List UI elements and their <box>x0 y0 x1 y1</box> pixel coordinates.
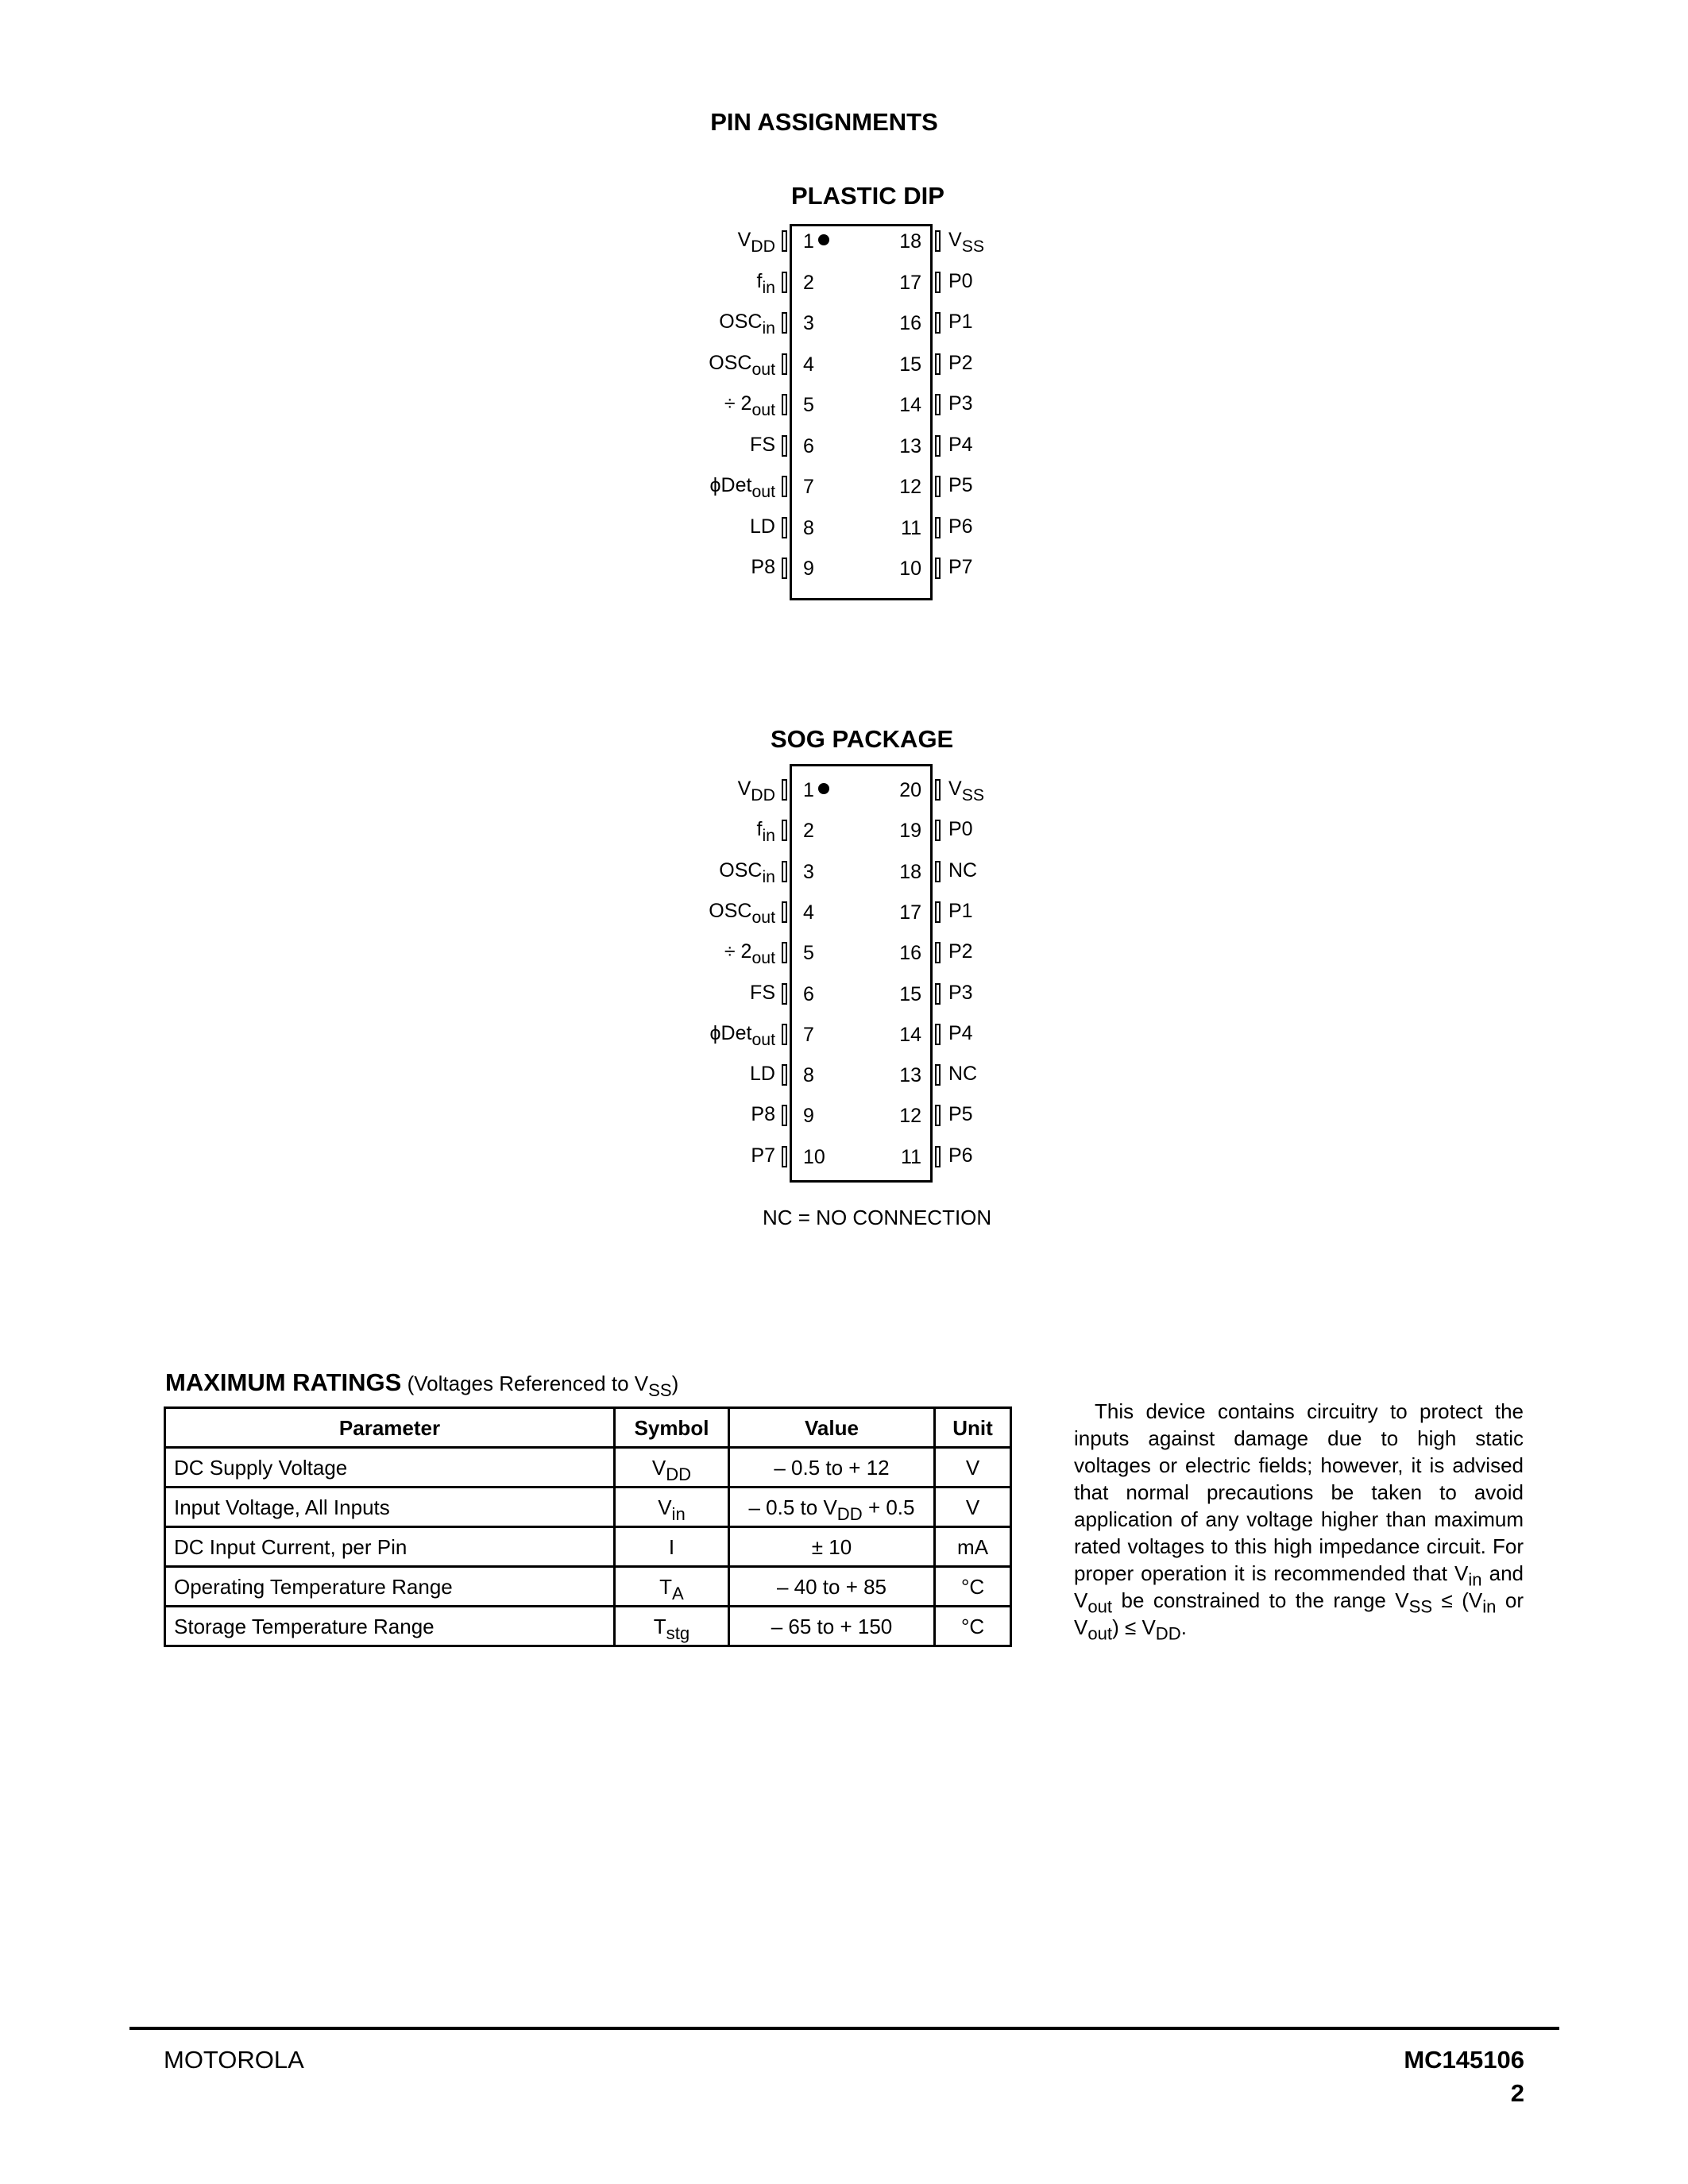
pin-lead-left <box>782 1024 787 1045</box>
value-text: – 0.5 to + 12 <box>774 1455 890 1480</box>
pin-number-left: 8 <box>803 516 814 539</box>
pin-label-text: FS <box>750 981 775 1004</box>
note-text-3: be constrained to the range V <box>1112 1588 1409 1612</box>
note-sub-1: in <box>1468 1569 1482 1590</box>
pin-number-right: 17 <box>899 271 921 294</box>
pin-label-text: P0 <box>948 818 973 841</box>
pin-number-left: 4 <box>803 901 814 924</box>
pin-label-text: NC <box>948 859 978 882</box>
pin-label-text: P8 <box>751 1103 775 1126</box>
note-text-6: ) ≤ V <box>1112 1615 1156 1639</box>
pin-number-left: 7 <box>803 476 814 498</box>
page-heading: PIN ASSIGNMENTS <box>710 108 938 136</box>
pin-label-text: ÷ 2 <box>724 940 752 963</box>
cell-value <box>728 1488 934 1527</box>
ratings-title-sub: SS <box>648 1380 672 1401</box>
note-text-2: and V <box>1074 1561 1524 1612</box>
cell-unit: mA <box>935 1527 1011 1567</box>
pin-label-left <box>616 1146 775 1166</box>
pin-number-right: 18 <box>899 230 921 253</box>
pin-label-text: P6 <box>948 515 973 538</box>
pin-label-text: OSC <box>719 311 763 333</box>
symbol-subscript: DD <box>666 1464 692 1484</box>
protection-note <box>1074 1398 1524 1644</box>
pin-number-right: 18 <box>899 860 921 883</box>
table-row <box>165 1567 1011 1607</box>
pin-label-text: LD <box>750 515 775 538</box>
pin-number-left: 7 <box>803 1023 814 1046</box>
symbol-subscript: stg <box>666 1623 690 1643</box>
symbol-text: V <box>658 1495 672 1519</box>
pin-label-left <box>616 983 775 1003</box>
pin-number-right: 11 <box>901 516 921 539</box>
note-sub-4: in <box>1482 1596 1497 1617</box>
pin-label-text: LD <box>750 1063 775 1086</box>
pin-label-right <box>948 820 1044 839</box>
note-text-7: . <box>1180 1615 1187 1639</box>
pin-lead-left <box>782 901 787 923</box>
pin-number-left: 9 <box>803 558 814 580</box>
pin-lead-right <box>935 1146 941 1167</box>
pin-label-left <box>616 940 775 967</box>
pin-label-text: NC <box>948 1063 978 1086</box>
dip-title: PLASTIC DIP <box>791 182 944 210</box>
pin-label-left <box>616 1064 775 1084</box>
pin-lead-right <box>935 983 941 1005</box>
pin-lead-right <box>935 820 941 841</box>
pin-label-subscript: out <box>751 359 775 379</box>
value-text: – 40 to + 85 <box>776 1574 887 1599</box>
pin-label-subscript: SS <box>961 785 985 805</box>
pin-number-left: 6 <box>803 434 814 457</box>
pin-label-text: P2 <box>948 351 973 374</box>
pin-lead-left <box>782 942 787 963</box>
pin-label-subscript: in <box>762 277 775 297</box>
pin-label-left <box>616 859 775 886</box>
pin-label-subscript: DD <box>751 236 775 256</box>
pin-label-text: P4 <box>948 433 973 456</box>
note-sub-6: DD <box>1155 1623 1181 1644</box>
pin-label-text: V <box>948 229 962 251</box>
pin-label-subscript: out <box>751 399 775 419</box>
pin-label-text: P7 <box>751 1144 775 1167</box>
pin-number-right: 12 <box>899 1105 921 1128</box>
pin-label-text: f <box>756 818 763 841</box>
value-text-tail: + 0.5 <box>862 1495 915 1519</box>
cell-symbol <box>615 1448 729 1488</box>
pin-label-left <box>616 1105 775 1125</box>
cell-unit: °C <box>935 1607 1011 1646</box>
pin-lead-right <box>935 942 941 963</box>
pin-number-right: 10 <box>899 558 921 580</box>
note-text-5: or V <box>1074 1588 1524 1639</box>
table-row <box>165 1607 1011 1646</box>
pin-label-left <box>616 1021 775 1049</box>
pin-label-text: FS <box>750 433 775 456</box>
cell-value <box>728 1527 934 1567</box>
cell-parameter: Operating Temperature Range <box>165 1567 615 1607</box>
pin-label-subscript: out <box>751 481 775 501</box>
pin-label-text: P2 <box>948 940 973 963</box>
pin-lead-left <box>782 779 787 801</box>
table-row <box>165 1527 1011 1567</box>
pin-label-left <box>616 778 775 805</box>
pin-label-text: V <box>737 229 751 251</box>
symbol-subscript: in <box>671 1503 686 1524</box>
note-sub-5: out <box>1087 1623 1113 1644</box>
pin-label-text: P0 <box>948 269 973 292</box>
ratings-title-rest: (Voltages Referenced to V <box>407 1372 649 1395</box>
cell-parameter: DC Supply Voltage <box>165 1448 615 1488</box>
pin-lead-right <box>935 1105 941 1126</box>
sog-title: SOG PACKAGE <box>771 725 954 753</box>
pin-number-right: 17 <box>899 901 921 924</box>
value-subscript: DD <box>836 1503 863 1524</box>
pin-label-subscript: SS <box>961 236 985 256</box>
cell-unit: V <box>935 1488 1011 1527</box>
pin-lead-left <box>782 983 787 1005</box>
pin-lead-left <box>782 1146 787 1167</box>
pin-lead-left <box>782 1064 787 1086</box>
pin-label-text: OSC <box>709 899 752 922</box>
ratings-title <box>165 1368 679 1401</box>
symbol-text: V <box>651 1455 666 1480</box>
pin-label-left <box>616 899 775 927</box>
pin-lead-right <box>935 901 941 923</box>
pin-label-text: P7 <box>948 556 973 578</box>
pin-lead-right <box>935 1064 941 1086</box>
pin-number-right: 15 <box>899 982 921 1005</box>
pin-label-subscript: in <box>762 318 775 338</box>
pin-label-right <box>948 1064 1044 1084</box>
pin-number-left: 2 <box>803 271 814 294</box>
value-text: – 0.5 to V <box>748 1495 837 1519</box>
pin-label-right <box>948 1021 1044 1044</box>
note-text-4: ≤ (V <box>1432 1588 1483 1612</box>
note-text-1: This device contains circuitry to protect the inputs against damage due to high static voltages or electric fields; however, it is advised that normal precautions be taken to avoid application of any voltage higher than maximum rated voltages to this high impedance circuit. For proper operation it is recommended that V <box>1074 1399 1524 1585</box>
cell-symbol <box>615 1488 729 1527</box>
pin-label-text: P4 <box>948 1021 973 1044</box>
pin-label-right <box>948 901 1044 921</box>
nc-note: NC = NO CONNECTION <box>763 1206 992 1229</box>
value-text: ± 10 <box>811 1534 852 1559</box>
pin-number-left: 5 <box>803 942 814 965</box>
symbol-subscript: A <box>672 1583 684 1603</box>
pin-lead-left <box>782 820 787 841</box>
pin-label-text: P6 <box>948 1144 973 1167</box>
ratings-title-bold: MAXIMUM RATINGS <box>165 1368 402 1396</box>
pin-label-text: OSC <box>719 859 763 882</box>
cell-value <box>728 1607 934 1646</box>
footer-company: MOTOROLA <box>164 2046 304 2074</box>
pin-label-right <box>948 983 1044 1003</box>
value-text: – 65 to + 150 <box>771 1614 893 1638</box>
pin-label-text: P3 <box>948 392 973 415</box>
pin-lead-right <box>935 779 941 801</box>
pin-number-left: 3 <box>803 860 814 883</box>
pin-label-right <box>948 1105 1044 1125</box>
pin-number-right: 13 <box>899 1064 921 1087</box>
pin-number-left: 9 <box>803 1105 814 1128</box>
pin-number-right: 15 <box>899 353 921 376</box>
pin-lead-left <box>782 1105 787 1126</box>
ratings-table <box>164 1406 1012 1647</box>
pin-label-text: ϕDet <box>709 474 752 496</box>
pin-label-text: f <box>756 269 763 292</box>
cell-symbol <box>615 1567 729 1607</box>
pin-number-right: 12 <box>899 476 921 498</box>
header-value: Value <box>728 1408 934 1448</box>
pin-label-subscript: in <box>762 826 775 846</box>
pin-number-left: 6 <box>803 982 814 1005</box>
symbol-text: T <box>659 1574 673 1599</box>
pin-label-text: P5 <box>948 474 973 496</box>
pin-lead-right <box>935 861 941 882</box>
pin-label-text: P1 <box>948 899 973 922</box>
pin-label-right <box>948 1146 1044 1166</box>
pin-number-right: 14 <box>899 394 921 416</box>
header-symbol: Symbol <box>615 1408 729 1448</box>
cell-symbol <box>615 1607 729 1646</box>
pin-number-left: 1 <box>803 230 814 253</box>
pin-number-left: 1 <box>803 779 814 801</box>
pin-label-right <box>948 942 1044 962</box>
pin-number-left: 2 <box>803 820 814 843</box>
footer-part-number: MC145106 <box>1404 2046 1524 2074</box>
pin-lead-right <box>935 1024 941 1045</box>
header-unit: Unit <box>935 1408 1011 1448</box>
pin-label-subscript: out <box>751 1029 775 1049</box>
footer-page-number: 2 <box>1510 2079 1524 2107</box>
pin-number-right: 11 <box>901 1145 921 1168</box>
ratings-title-close: ) <box>671 1372 679 1395</box>
pin-label-text: OSC <box>709 351 752 374</box>
cell-unit: V <box>935 1448 1011 1488</box>
pin-label-text: P1 <box>948 311 973 333</box>
cell-parameter: DC Input Current, per Pin <box>165 1527 615 1567</box>
pin-label-text: P5 <box>948 1103 973 1126</box>
pin-label-text: ÷ 2 <box>724 392 752 415</box>
pin-label-subscript: in <box>762 866 775 886</box>
pin-number-left: 4 <box>803 353 814 376</box>
table-header-row <box>165 1408 1011 1448</box>
cell-parameter: Storage Temperature Range <box>165 1607 615 1646</box>
cell-unit: °C <box>935 1567 1011 1607</box>
pin-number-right: 16 <box>899 312 921 334</box>
pin-label-text: P3 <box>948 981 973 1004</box>
pin-label-text: ϕDet <box>709 1021 752 1044</box>
pin-number-right: 19 <box>899 820 921 843</box>
pin-number-left: 5 <box>803 394 814 416</box>
header-parameter: Parameter <box>165 1408 615 1448</box>
cell-parameter: Input Voltage, All Inputs <box>165 1488 615 1527</box>
pin-number-right: 14 <box>899 1023 921 1046</box>
pin-number-right: 13 <box>899 434 921 457</box>
symbol-text: I <box>668 1534 675 1559</box>
note-sub-3: SS <box>1408 1596 1433 1617</box>
note-sub-2: out <box>1087 1596 1113 1617</box>
pin-label-right <box>948 861 1044 881</box>
pin-number-left: 8 <box>803 1064 814 1087</box>
table-row <box>165 1488 1011 1527</box>
pin-label-subscript: DD <box>751 785 775 805</box>
pin-number-right: 20 <box>899 779 921 801</box>
pin-label-right <box>948 778 1044 805</box>
footer-rule <box>129 2027 1559 2030</box>
pin-label-subscript: out <box>751 907 775 927</box>
table-row <box>165 1448 1011 1488</box>
pin-number-right: 16 <box>899 942 921 965</box>
pin-label-text: P8 <box>751 556 775 578</box>
pin-label-subscript: out <box>751 947 775 967</box>
cell-symbol <box>615 1527 729 1567</box>
pin-label-text: V <box>737 778 751 800</box>
cell-value <box>728 1448 934 1488</box>
pin-number-left: 10 <box>803 1145 825 1168</box>
pin-number-left: 3 <box>803 312 814 334</box>
pin-lead-left <box>782 861 787 882</box>
cell-value <box>728 1567 934 1607</box>
pin-label-left <box>616 818 775 846</box>
pin-label-text: V <box>948 778 962 800</box>
symbol-text: T <box>653 1614 666 1638</box>
